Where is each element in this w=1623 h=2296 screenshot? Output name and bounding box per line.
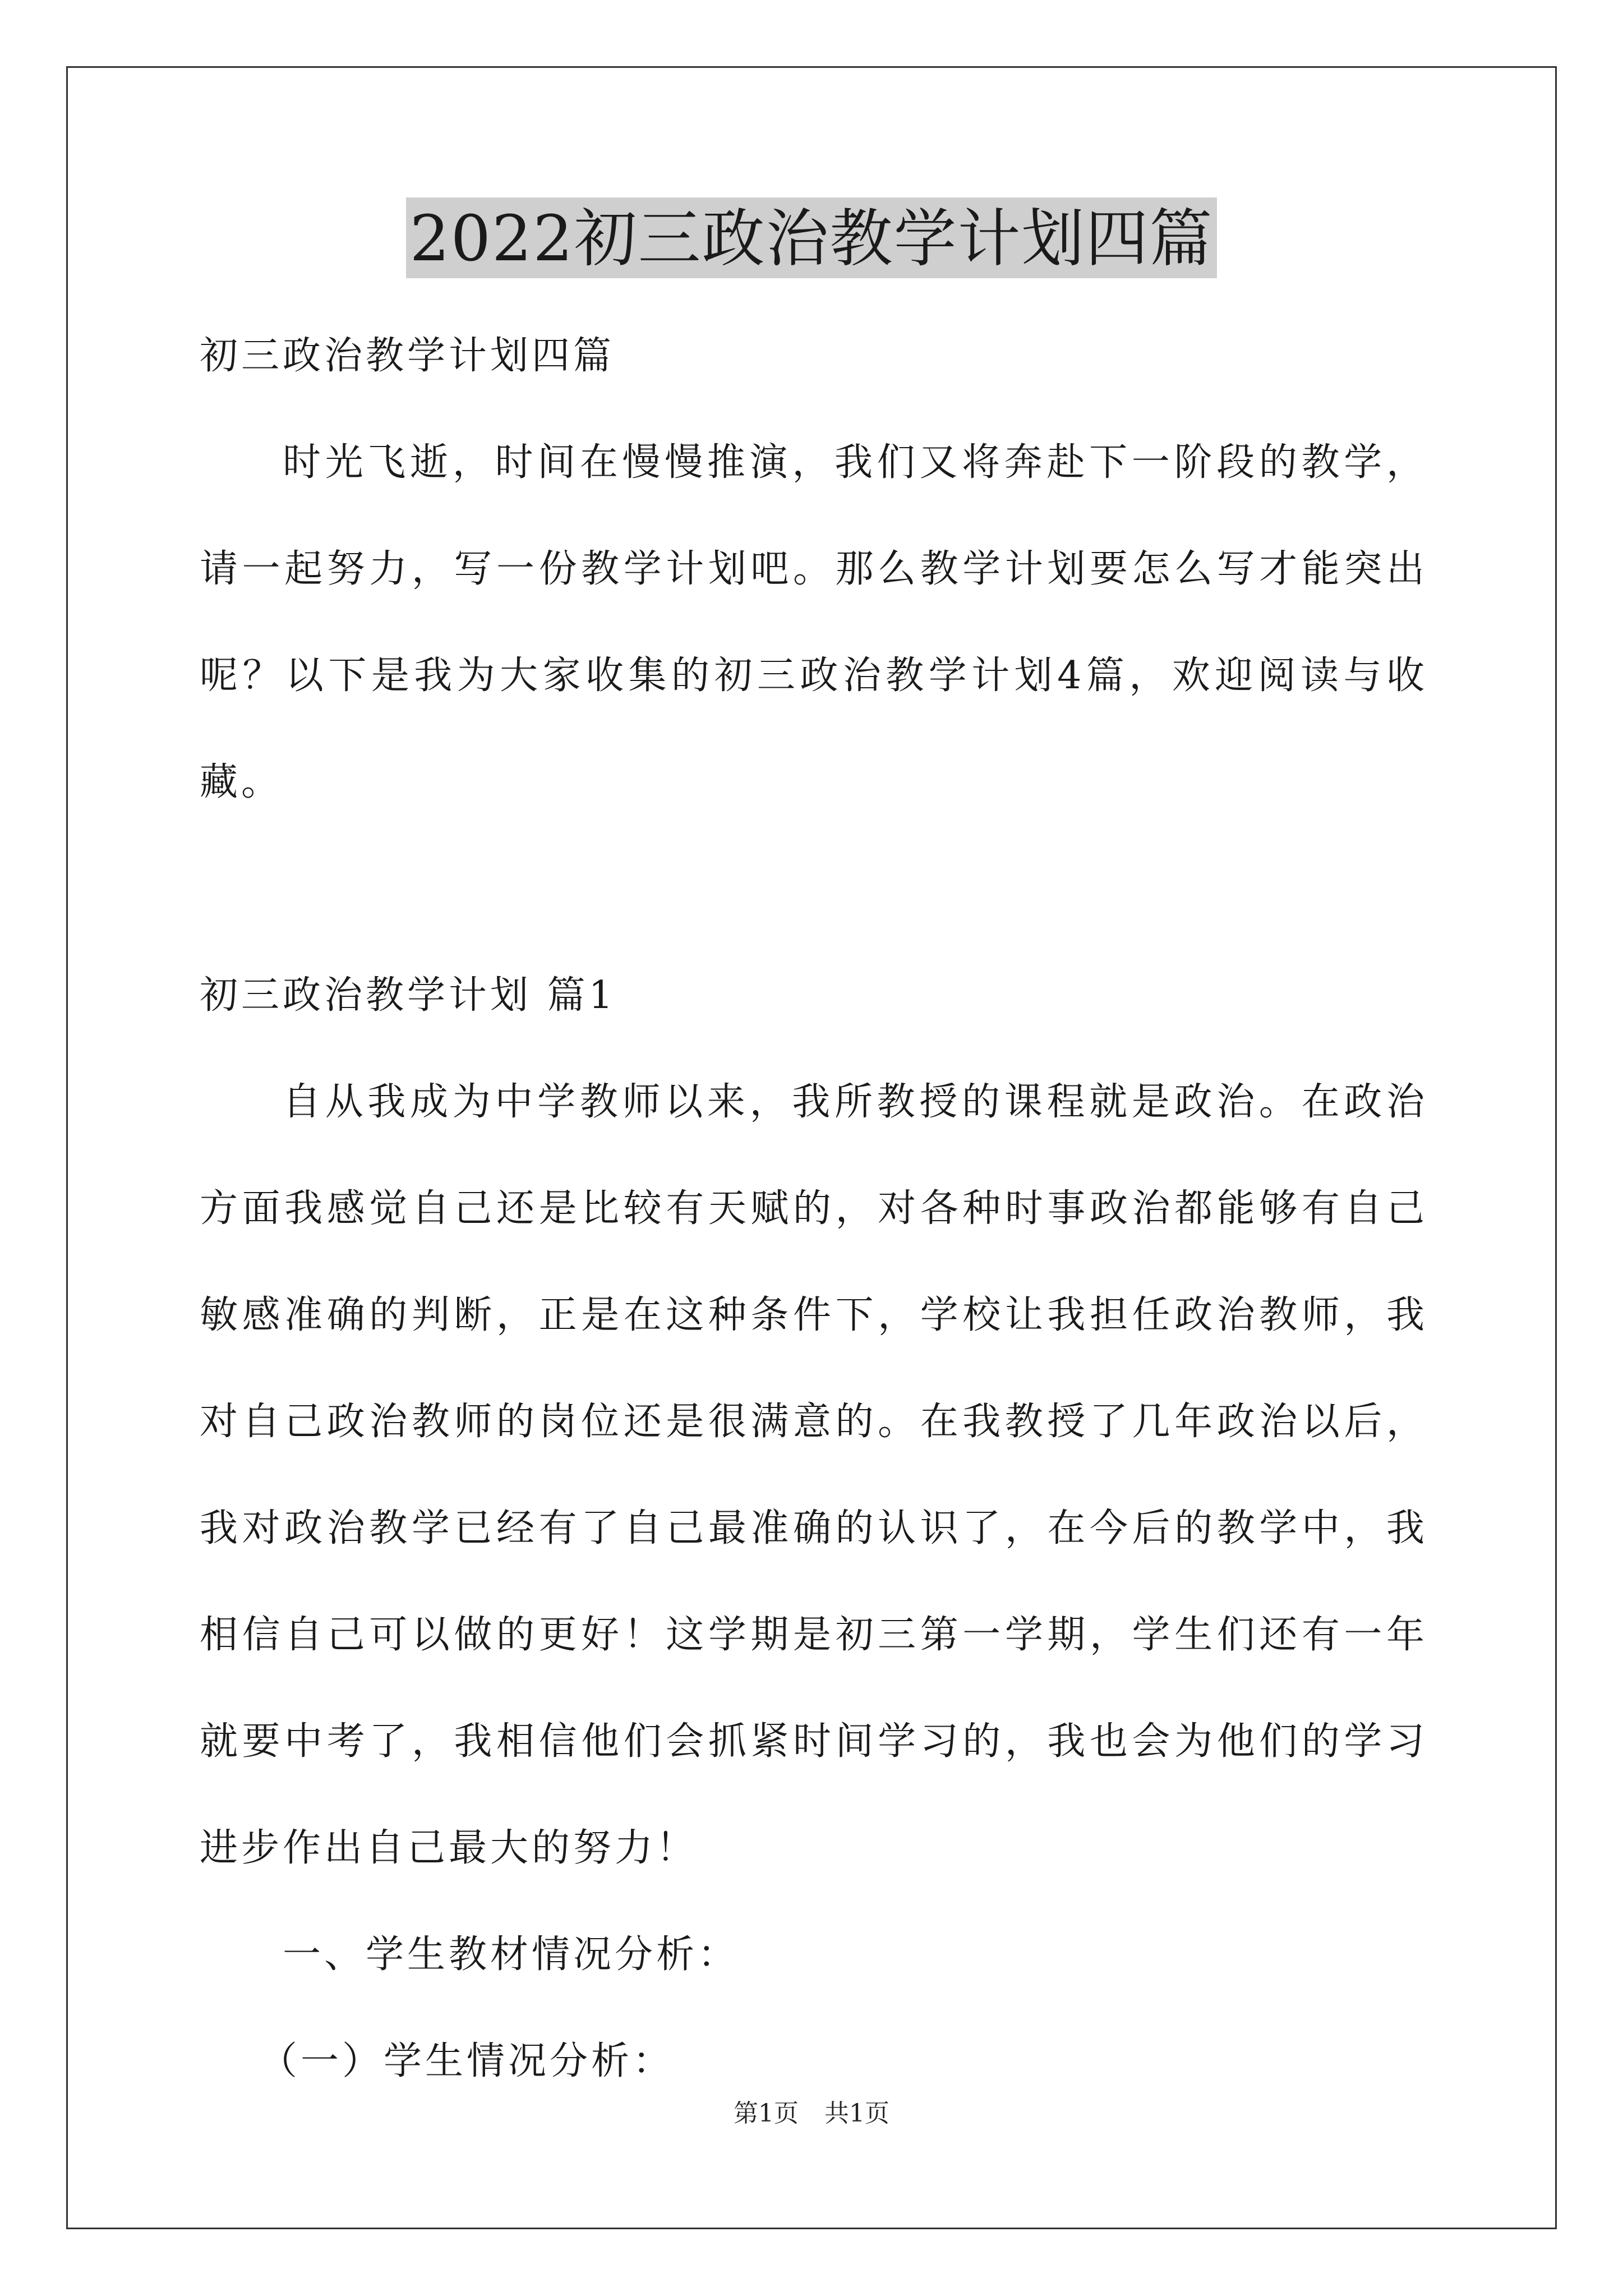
document-body (200, 303, 1428, 2115)
subpoint-heading: （一）学生情况分析： (259, 2039, 675, 2083)
document-subtitle: 初三政治教学计划四篇 (200, 334, 615, 378)
intro-paragraph: 时光飞逝，时间在慢慢推演，我们又将奔赴下一阶段的教学，请一起努力，写一份教学计划吧。那么教学计划要怎么写才能突出呢？以下是我为大家收集的初三政治教学计划4篇，欢迎阅读与收藏。 (200, 440, 1428, 804)
body-paragraph: 自从我成为中学教师以来，我所教授的课程就是政治。在政治方面我感觉自己还是比较有天赋的，对各种时事政治都能够有自己敏感准确的判断，正是在这种条件下，学校让我担任政治教师，我对自己政治教师的岗位还是很满意的。在我教授了几年政治以后，我对政治教学已经有了自己最准确的认识了，在今后的教学中，我相信自己可以做的更好！这学期是初三第一学期，学生们还有一年就要中考了，我相信他们会抓紧时间学习的，我也会为他们的学习进步作出自己最大的努力！ (200, 1080, 1428, 1870)
section-heading: 初三政治教学计划 篇1 (200, 973, 616, 1018)
page-number-current: 第1页 (734, 2099, 799, 2128)
page-number-total: 共1页 (824, 2099, 889, 2128)
title-block (0, 197, 1623, 278)
page-footer (0, 2097, 1623, 2131)
document-title: 2022初三政治教学计划四篇 (406, 197, 1216, 278)
paragraph-gap (200, 836, 1428, 942)
point-heading: 一、学生教材情况分析： (283, 1932, 740, 1977)
